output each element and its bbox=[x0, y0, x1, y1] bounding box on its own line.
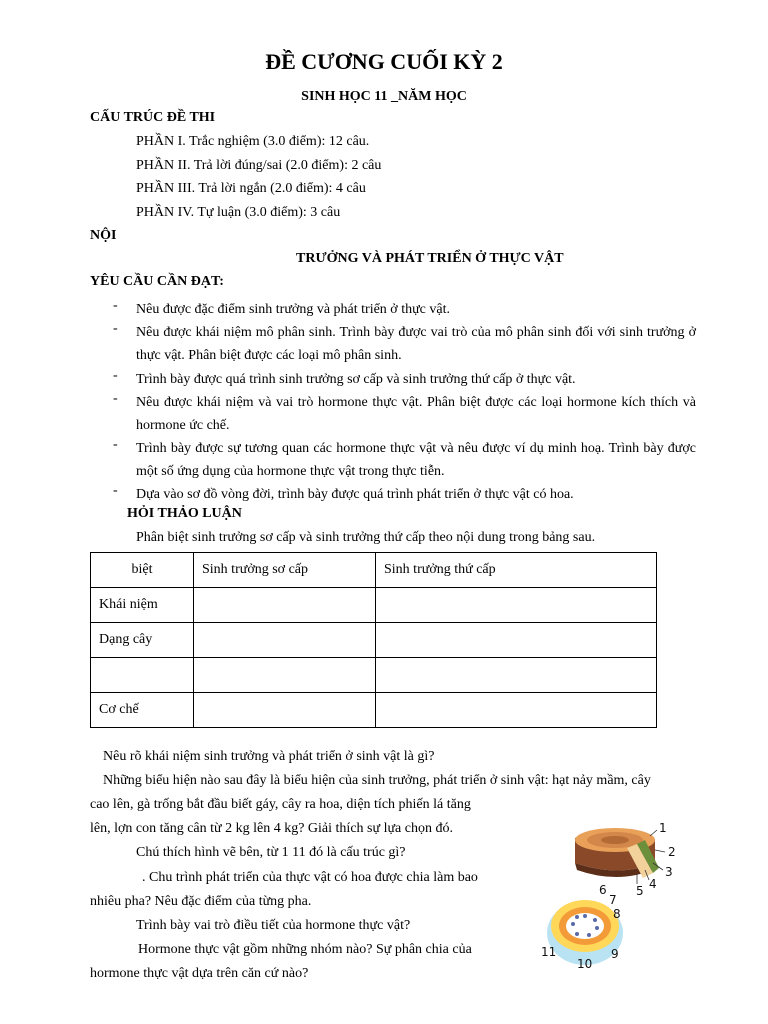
question-5: Trình bày vai trò điều tiết của hormone thực vật? bbox=[136, 918, 411, 933]
dash-marker: - bbox=[113, 391, 118, 406]
table-cell bbox=[376, 693, 657, 728]
question-2-line: lên, lợn con tăng cân từ 2 kg lên 4 kg? Giải thích sự lựa chọn đó. bbox=[90, 821, 453, 836]
table-header-cell: Sinh trưởng thứ cấp bbox=[376, 553, 657, 588]
table-row bbox=[91, 588, 657, 623]
requirement-text: Trình bày được sự tương quan các hormone thực vật và nêu được ví dụ minh hoạ. Trình bày được một số ứng dụng của hormone thực vật trong thực tiễn. bbox=[136, 441, 696, 479]
table-cell bbox=[376, 623, 657, 658]
question-3: Chú thích hình vẽ bên, từ 1 11 đó là cấu trúc gì? bbox=[136, 845, 406, 860]
dash-marker: - bbox=[113, 321, 118, 336]
question-1: Nêu rõ khái niệm sinh trưởng và phát triển ở sinh vật là gì? bbox=[103, 749, 435, 764]
table-row bbox=[91, 623, 657, 658]
table-cell bbox=[194, 588, 376, 623]
diagram-label: 5 bbox=[636, 884, 644, 898]
diagram-label: 6 bbox=[599, 883, 607, 897]
requirement-text: Nêu được đặc điểm sinh trưởng và phát triển ở thực vật. bbox=[136, 302, 451, 317]
table-cell: Khái niệm bbox=[91, 588, 194, 623]
structure-part: PHẦN III. Trả lời ngắn (2.0 điểm): 4 câu bbox=[136, 181, 366, 196]
diagram-label: 9 bbox=[611, 947, 619, 961]
structure-part: PHẦN IV. Tự luận (3.0 điểm): 3 câu bbox=[136, 205, 341, 220]
dash-marker: - bbox=[113, 298, 118, 313]
table-cell bbox=[194, 658, 376, 693]
diagram-label: 11 bbox=[541, 945, 557, 959]
dash-marker: - bbox=[113, 483, 118, 498]
table-cell bbox=[194, 693, 376, 728]
table-row bbox=[91, 693, 657, 728]
requirement-text: Nêu được khái niệm và vai trò hormone thực vật. Phân biệt được các loại hormone kích thích và hormone ức chế. bbox=[136, 395, 696, 433]
question-6-line: hormone thực vật dựa trên căn cứ nào? bbox=[90, 966, 309, 981]
question-2-line: Những biểu hiện nào sau đây là biểu hiện của sinh trưởng, phát triển ở sinh vật: hạt nảy mầm, cây bbox=[103, 773, 651, 788]
requirement-text: Nêu được khái niệm mô phân sinh. Trình bày được vai trò của mô phân sinh đối với sinh trưởng ở thực vật. Phân biệt được các loại mô phân sinh. bbox=[136, 325, 696, 363]
diagram-label: 3 bbox=[665, 865, 673, 879]
table-header-cell: biệt bbox=[91, 553, 194, 588]
dash-marker: - bbox=[113, 368, 118, 383]
question-4-line: . Chu trình phát triển của thực vật có hoa được chia làm bao bbox=[142, 870, 478, 885]
question-4-line: nhiêu pha? Nêu đặc điểm của từng pha. bbox=[90, 894, 312, 909]
question-6-line: Hormone thực vật gồm những nhóm nào? Sự phân chia của bbox=[138, 942, 472, 957]
table-header-row bbox=[91, 553, 657, 588]
diagram-label: 8 bbox=[613, 907, 621, 921]
table-cell: Dạng cây bbox=[91, 623, 194, 658]
diagram-label: 2 bbox=[668, 845, 676, 859]
content-heading: NỘI bbox=[90, 228, 117, 243]
page-subtitle: SINH HỌC 11 _NĂM HỌC bbox=[301, 89, 467, 104]
requirement-text: Trình bày được quá trình sinh trưởng sơ cấp và sinh trưởng thứ cấp ở thực vật. bbox=[136, 372, 576, 387]
table-cell bbox=[376, 588, 657, 623]
section-title: TRƯỞNG VÀ PHÁT TRIỂN Ở THỰC VẬT bbox=[296, 251, 564, 266]
page-title: ĐỀ CƯƠNG CUỐI KỲ 2 bbox=[265, 49, 503, 74]
requirement-text: Dựa vào sơ đồ vòng đời, trình bày được quá trình phát triển ở thực vật có hoa. bbox=[136, 487, 574, 502]
table-header-cell: Sinh trưởng sơ cấp bbox=[194, 553, 376, 588]
diagram-label: 1 bbox=[659, 821, 667, 835]
diagram-label: 4 bbox=[649, 877, 657, 891]
stem-segment-illustration bbox=[575, 828, 659, 878]
table-cell bbox=[91, 658, 194, 693]
diagram-label: 10 bbox=[577, 957, 593, 971]
structure-part: PHẦN I. Trắc nghiệm (3.0 điểm): 12 câu. bbox=[136, 134, 370, 149]
table-cell: Cơ chế bbox=[91, 693, 194, 728]
dash-marker: - bbox=[113, 437, 118, 452]
table-cell bbox=[194, 623, 376, 658]
discussion-intro: Phân biệt sinh trưởng sơ cấp và sinh trưởng thứ cấp theo nội dung trong bảng sau. bbox=[136, 530, 596, 545]
diagram-label: 7 bbox=[609, 893, 617, 907]
table-cell bbox=[376, 658, 657, 693]
discussion-heading: HỎI THẢO LUẬN bbox=[127, 506, 242, 521]
comparison-table bbox=[90, 552, 657, 728]
structure-heading: CẤU TRÚC ĐỀ THI bbox=[90, 110, 216, 125]
stem-cross-section-diagram bbox=[525, 818, 700, 978]
table-row bbox=[91, 658, 657, 693]
structure-part: PHẦN II. Trả lời đúng/sai (2.0 điểm): 2 câu bbox=[136, 158, 382, 173]
requirements-heading: YÊU CẦU CẦN ĐẠT: bbox=[90, 274, 224, 289]
question-2-line: cao lên, gà trống bắt đầu biết gáy, cây ra hoa, diện tích phiến lá tăng bbox=[90, 797, 471, 812]
